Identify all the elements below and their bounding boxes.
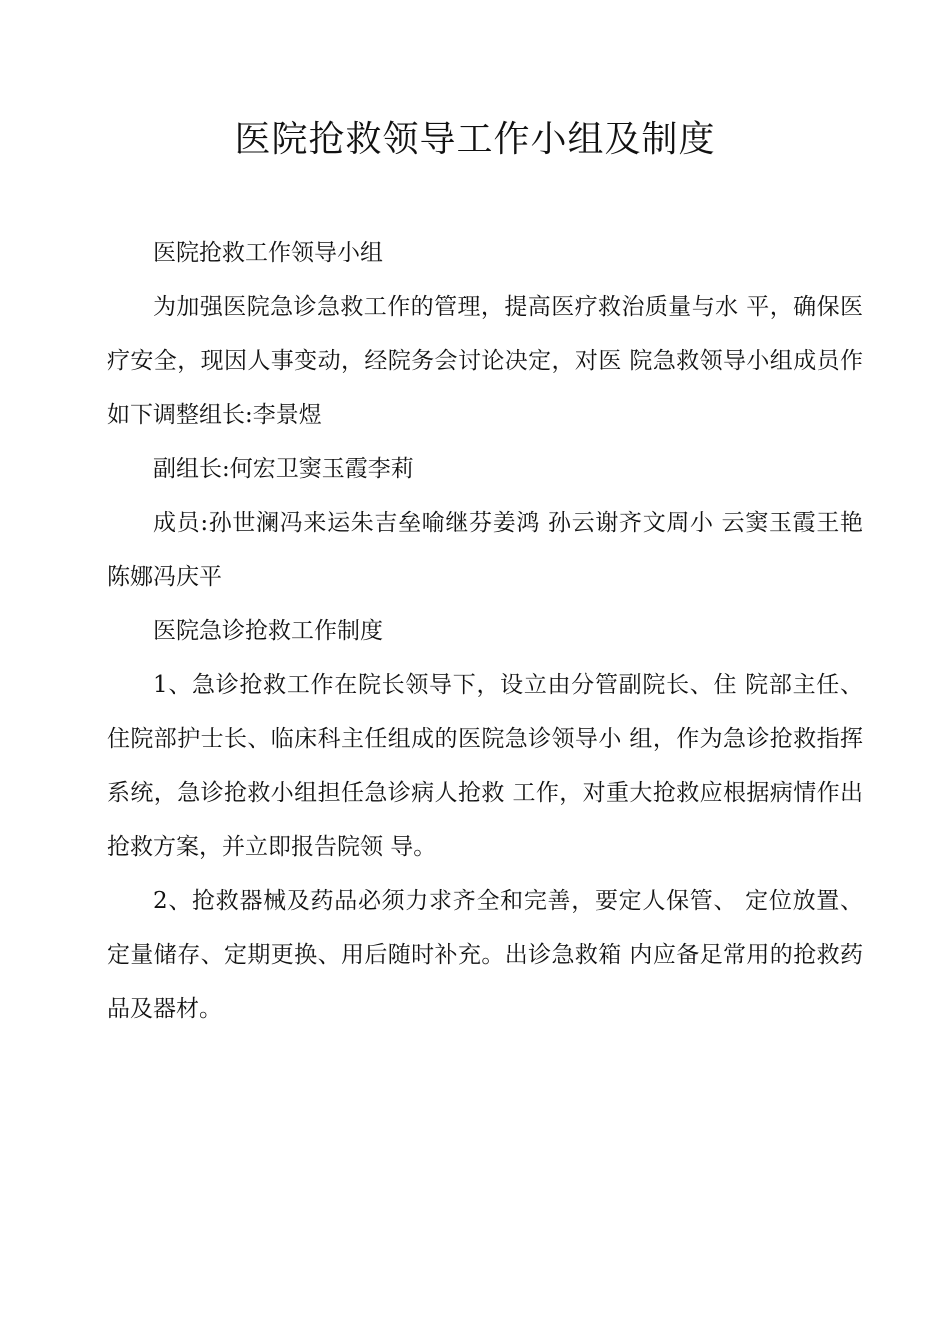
document-body <box>107 226 863 1036</box>
section-heading-emergency-system: 医院急诊抢救工作制度 <box>153 618 383 644</box>
document-title: 医院抢救领导工作小组及制度 <box>234 119 716 160</box>
paragraph-members: 成员:孙世澜冯来运朱吉垒喻继芬姜鸿 孙云谢齐文周小 云窦玉霞王艳陈娜冯庆平 <box>107 510 863 590</box>
paragraph-rule-2: 2、抢救器械及药品必须力求齐全和完善，要定人保管、 定位放置、定量储存、定期更换、用后随时补充。出诊急救箱 内应备足常用的抢救药品及器材。 <box>107 888 863 1022</box>
section-heading-leadership-group: 医院抢救工作领导小组 <box>153 240 383 266</box>
paragraph-deputy-leaders: 副组长:何宏卫窦玉霞李莉 <box>153 456 414 482</box>
paragraph-adjustment-notice: 为加强医院急诊急救工作的管理，提高医疗救治质量与水 平，确保医疗安全，现因人事变动，经院务会讨论决定，对医 院急救领导小组成员作如下调整组长:李景煜 <box>107 294 863 428</box>
paragraph-rule-1: 1、急诊抢救工作在院长领导下，设立由分管副院长、住 院部主任、住院部护士长、临床科主任组成的医院急诊领导小 组，作为急诊抢救指挥系统，急诊抢救小组担任急诊病人抢救 工作，对重大抢救应根据病情作出抢救方案，并立即报告院领 导。 <box>107 672 863 860</box>
